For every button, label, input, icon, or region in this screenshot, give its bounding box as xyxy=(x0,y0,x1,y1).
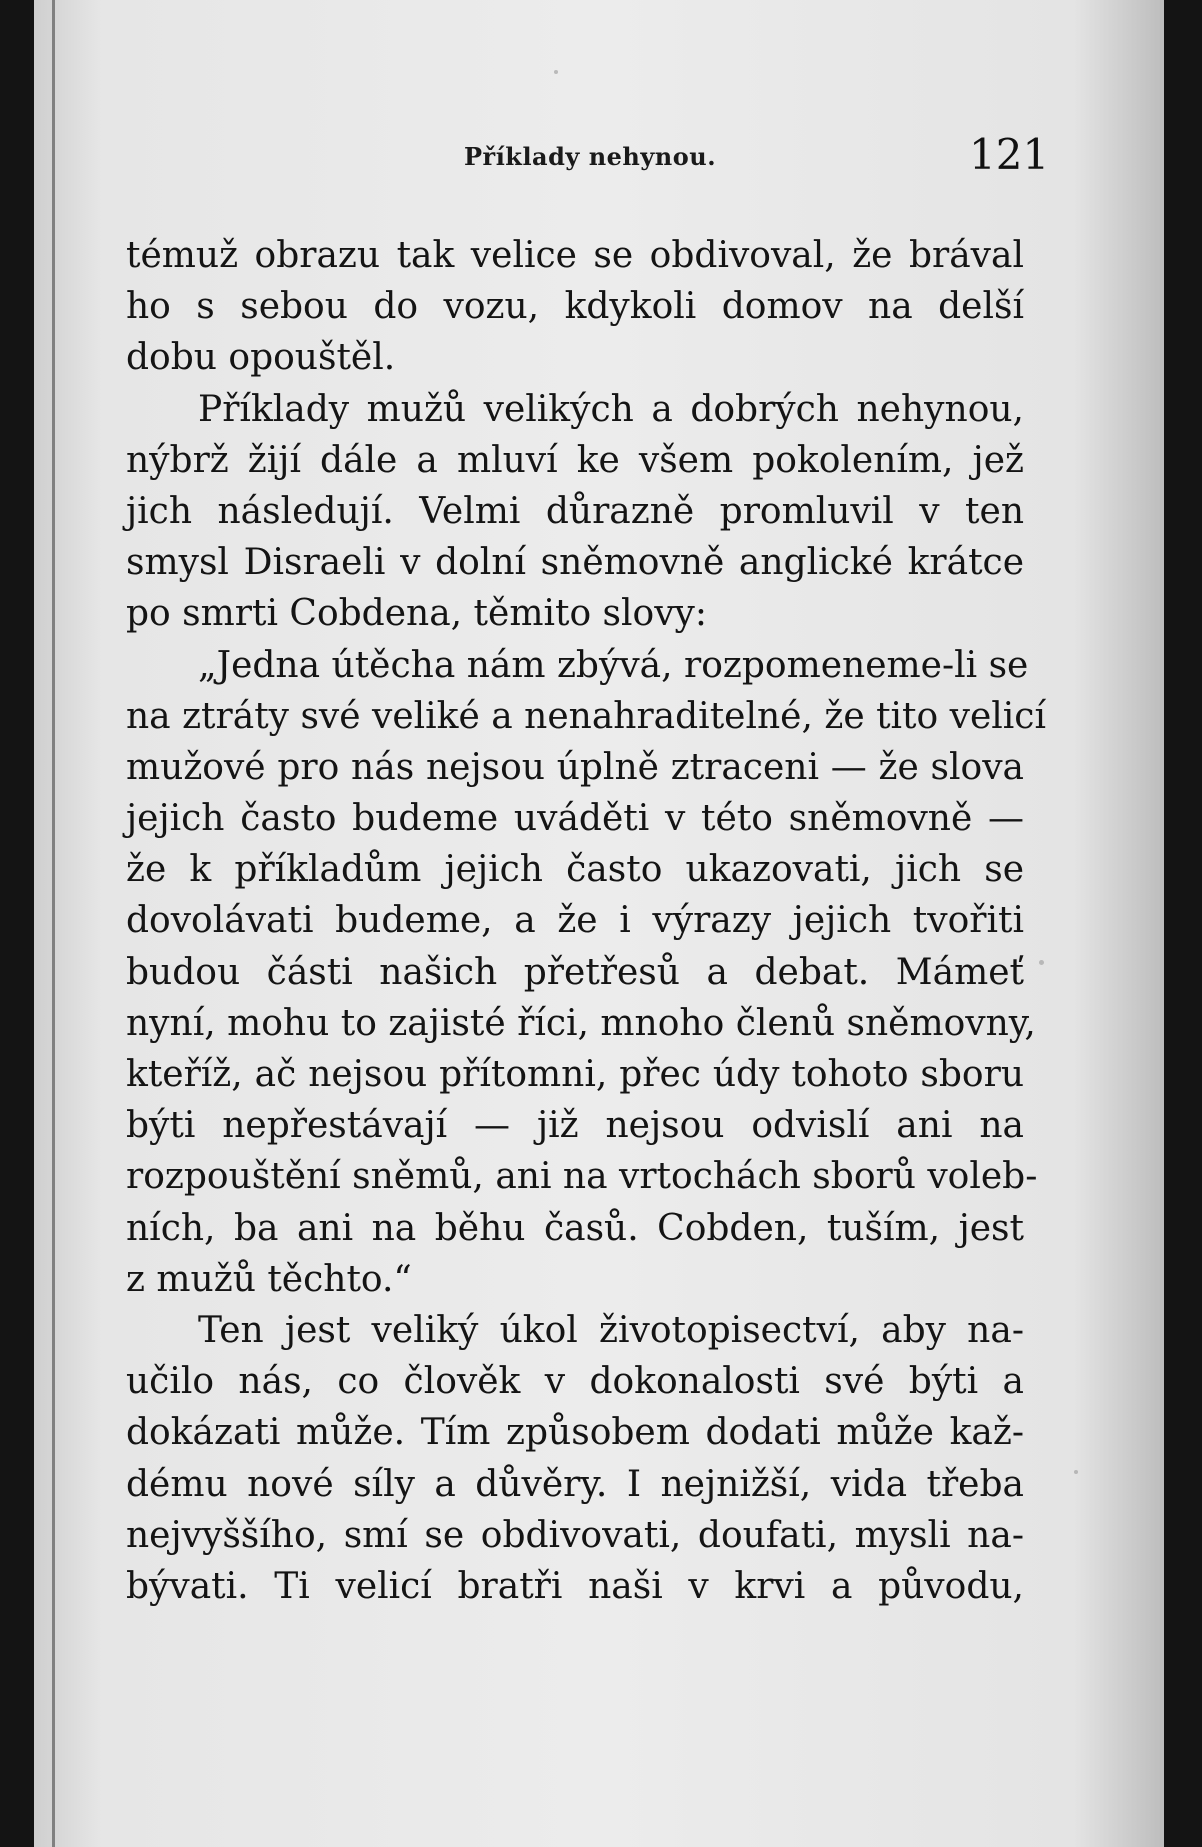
running-title: Příklady nehynou. xyxy=(464,142,717,171)
text-line: „Jedna útěcha nám zbývá, rozpomeneme-li se xyxy=(198,644,1029,686)
text-line: mužové pro nás nejsou úplně ztraceni — že slova xyxy=(126,746,1024,788)
text-line: témuž obrazu tak velice se obdivoval, že brával xyxy=(126,235,1024,276)
text-line: z mužů těchto.“ xyxy=(126,1258,412,1300)
text-line: budou části našich přetřesů a debat. Mámeť xyxy=(126,951,1024,993)
text-line: po smrti Cobdena, těmito slovy: xyxy=(126,593,708,635)
text-line: nyní, mohu to zajisté říci, mnoho členů sněmovny, xyxy=(126,1002,1036,1044)
text-line: Ten jest veliký úkol životopisectví, aby na- xyxy=(198,1309,1024,1351)
text-line: na ztráty své veliké a nenahraditelné, že tito velicí xyxy=(126,695,1046,737)
text-line: býti nepřestávají — již nejsou odvislí ani na xyxy=(126,1105,1024,1147)
text-line: nejvyššího, smí se obdivovati, doufati, mysli na- xyxy=(126,1514,1024,1556)
body-text xyxy=(126,230,1046,1612)
text-line: učilo nás, co člověk v dokonalosti své býti a xyxy=(126,1361,1024,1403)
book-page xyxy=(34,0,1164,1847)
text-line: dému nové síly a důvěry. I nejnižší, vida třeba xyxy=(126,1463,1024,1505)
paper-speck xyxy=(554,70,558,74)
text-line: že k příkladům jejich často ukazovati, jich se xyxy=(126,849,1024,891)
text-line: jejich často budeme uváděti v této sněmovně — xyxy=(126,798,1024,840)
text-line: dokázati může. Tím způsobem dodati může kaž- xyxy=(126,1412,1024,1454)
text-line: jich následují. Velmi důrazně promluvil v ten xyxy=(126,490,1024,532)
gutter-shadow xyxy=(52,0,55,1847)
text-line: nýbrž žijí dále a mluví ke všem pokolením, jež xyxy=(126,439,1024,481)
paper-speck xyxy=(1039,960,1044,965)
text-line: rozpouštění sněmů, ani na vrtochách sborů voleb- xyxy=(126,1156,1038,1198)
text-line: smysl Disraeli v dolní sněmovně anglické krátce xyxy=(126,542,1024,584)
text-line: ních, ba ani na běhu časů. Cobden, tuším, jest xyxy=(126,1207,1024,1249)
text-line: ho s sebou do vozu, kdykoli domov na delší xyxy=(126,286,1024,328)
text-line: dovolávati budeme, a že i výrazy jejich tvořiti xyxy=(126,900,1024,942)
text-line: kteříž, ač nejsou přítomni, přec údy tohoto sboru xyxy=(126,1054,1024,1095)
page-number: 121 xyxy=(969,130,1050,179)
page-header xyxy=(34,130,1164,180)
text-line: bývati. Ti velicí bratři naši v krvi a původu, xyxy=(126,1565,1024,1607)
text-line: Příklady mužů velikých a dobrých nehynou, xyxy=(198,388,1024,430)
text-line: dobu opouštěl. xyxy=(126,337,396,379)
paper-speck xyxy=(1074,1470,1078,1474)
